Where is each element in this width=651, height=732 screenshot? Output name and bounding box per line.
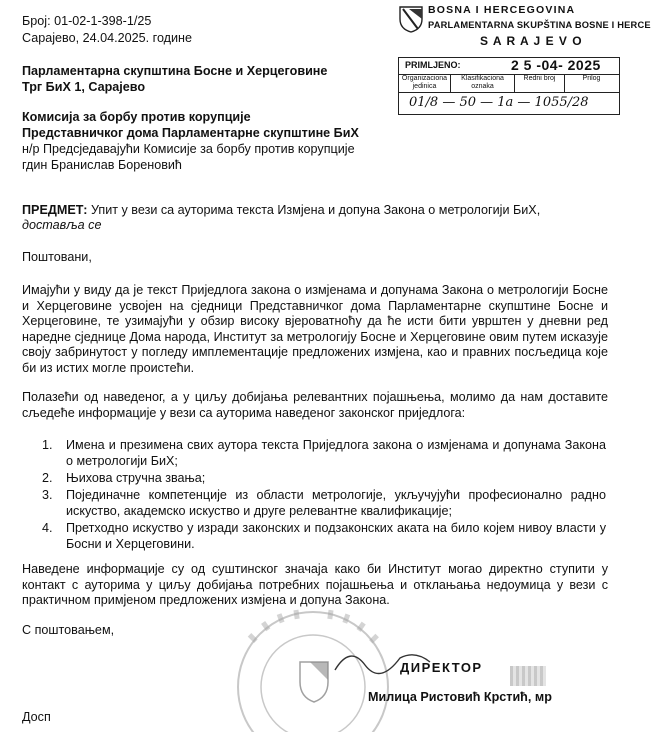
paragraph-2: Полазећи од наведеног, а у циљу добијања релевантних појашњења, молимо да нам доставите сљедеће информације у вези са ауторима наведеног законског приједлога: <box>22 390 608 420</box>
recipient-line5: н/р Предсједавајући Комисије за борбу против корупције <box>22 142 355 156</box>
coat-of-arms-icon <box>398 5 424 33</box>
recipient-line2: Трг БиХ 1, Сарајево <box>22 80 146 94</box>
distribution-partial: Досп <box>22 710 51 724</box>
list-text: Појединачне компетенције из области метрологије, укључујући професионално радно искуство, академско искуство и друге релевантне квалификације; <box>66 488 606 518</box>
greeting: Поштовани, <box>22 250 92 264</box>
list-item <box>42 488 608 520</box>
stamp-received-date: 2 5 -04- 2025 <box>511 57 601 73</box>
recipient-line4: Представничког дома Парламентарне скупштине БиХ <box>22 126 359 140</box>
stamp-column-headers <box>399 74 619 93</box>
paragraph-1: Имајући у виду да је текст Приједлога закона о измјенама и допунама Закона о метрологији Босне и Херцеговине усвојен на сједници Представничког дома Парламентарне скупштине Босне и Херцеговине, те узимајући у обзир високу вјероватноћу да ће исти бити уврштен у дневни ред наредне сједнице Дома народа, Институт за метрологију Босне и Херцеговине овим путем исказује своју забринутост у погледу имплементације предложених измјена, као и правних посљедица које би из истих могле проистећи. <box>22 283 608 375</box>
stamp-col-class: Klasifikaciona oznaka <box>451 74 515 92</box>
list-item <box>42 521 608 553</box>
signature-name: Милица Ристовић Крстић, мр <box>368 690 552 704</box>
stamp-col-attachment: Prilog <box>582 75 601 82</box>
subject-note: доставља се <box>22 218 102 232</box>
list-number: 3. <box>42 488 53 502</box>
list-text: Претходно искуство у изради законских и подзаконских аката на било којем нивоу власти у Босни и Херцеговини. <box>66 521 606 551</box>
stamp-org-line2: PARLAMENTARNA SKUPŠTINA BOSNE I HERCE <box>428 20 651 30</box>
document-number: Број: 01-02-1-398-1/25 <box>22 14 152 28</box>
list-text: Њихова стручна звања; <box>66 471 206 485</box>
place-date: Сарајево, 24.04.2025. године <box>22 31 193 45</box>
subject-label: ПРЕДМЕТ: <box>22 203 88 217</box>
stamp-col-number: Redni broj <box>515 74 565 92</box>
paragraph-3: Наведене информације су од суштинског значаја како би Институт могао директно ступити у контакт с ауторима у циљу добијања потребних појашњења и отклањања недоумица у вези с практичном примјеном предложених измјена и допуна Закона. <box>22 562 608 608</box>
stamp-received-label: PRIMLJENO: <box>405 60 461 70</box>
list-number: 1. <box>42 438 53 452</box>
signature-title: ДИРЕКТОР <box>400 660 483 675</box>
redacted-mark <box>510 666 546 686</box>
stamp-city: S A R A J E V O <box>480 34 583 48</box>
subject-line <box>22 203 540 218</box>
stamp-handwritten-number: 01/8 — 50 — 1a — 1055/28 <box>409 95 589 110</box>
subject-text: Упит у вези са ауторима текста Измјена и допуна Закона о метрологији БиХ, <box>90 203 541 217</box>
received-stamp-box <box>398 57 620 115</box>
stamp-org-line1: BOSNA I HERCEGOVINA <box>428 4 576 16</box>
received-stamp-header <box>398 3 651 51</box>
stamp-received-row <box>399 58 619 75</box>
list-text: Имена и презимена свих аутора текста Приједлога закона о измјенама и допунама Закона о метрологији БиХ; <box>66 438 606 468</box>
list-number: 4. <box>42 521 53 535</box>
list-item <box>42 438 608 470</box>
recipient-line6: гдин Бранислав Бореновић <box>22 158 182 172</box>
list-item <box>42 471 608 487</box>
recipient-line1: Парламентарна скупштина Босне и Херцеговине <box>22 64 328 78</box>
stamp-col-org: Organizaciona jedinica <box>399 74 451 92</box>
list-number: 2. <box>42 471 53 485</box>
closing: С поштовањем, <box>22 623 115 637</box>
recipient-line3: Комисија за борбу против корупције <box>22 110 251 124</box>
